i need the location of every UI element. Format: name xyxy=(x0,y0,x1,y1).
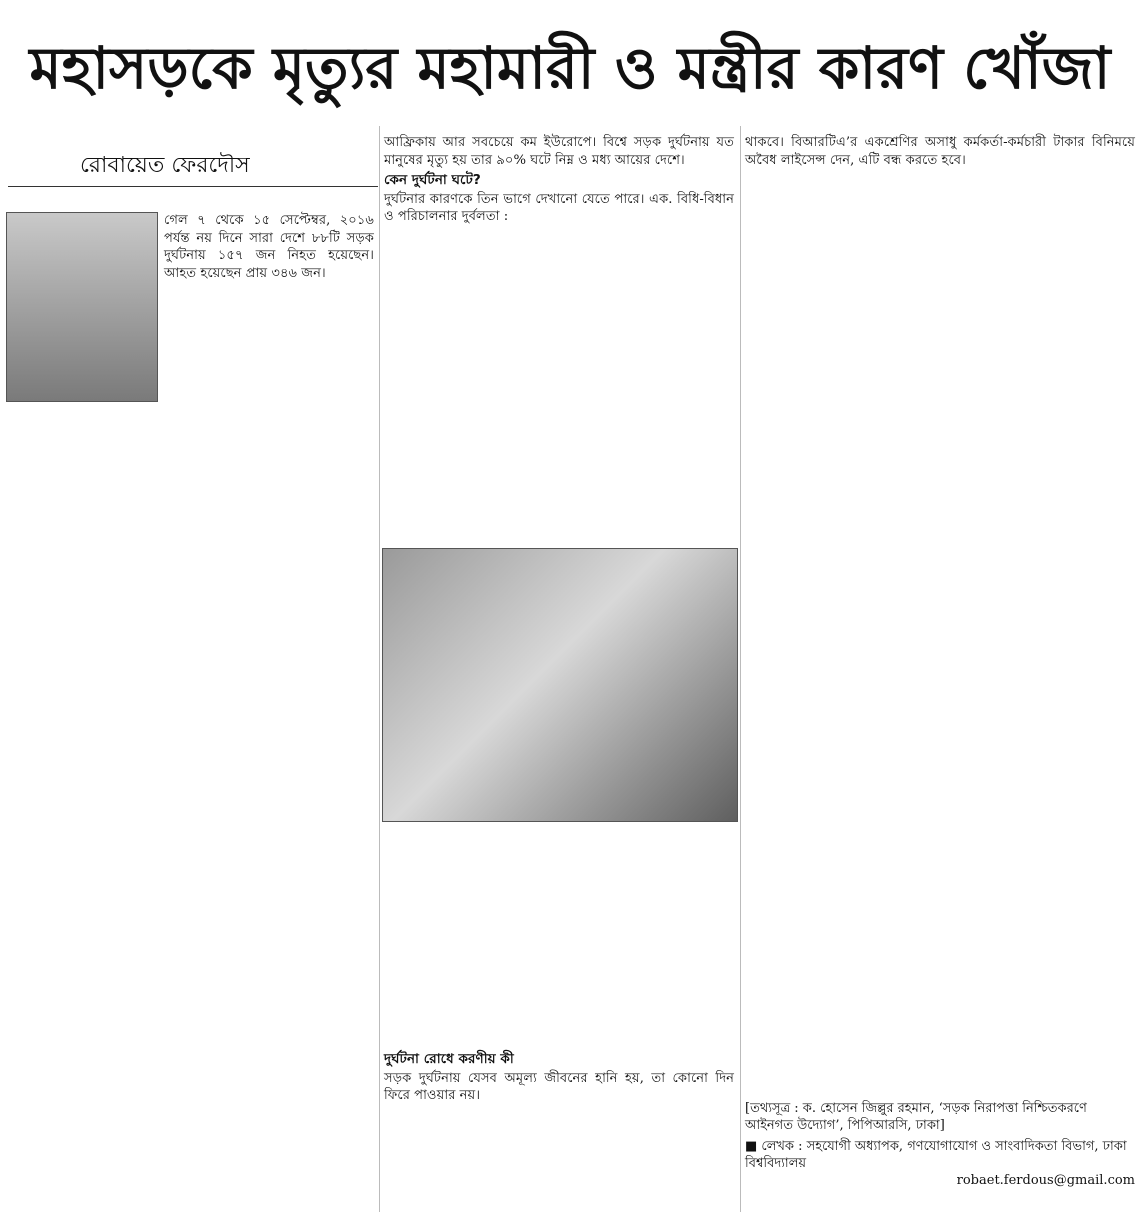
author-email: robaet.ferdous@gmail.com xyxy=(956,1173,1135,1188)
bus-accident-photo xyxy=(382,548,738,822)
byline: রোবায়েত ফেরদৌস xyxy=(80,153,250,178)
column-rule xyxy=(740,126,741,1212)
author-photo xyxy=(6,212,158,402)
source-note: [তথ্যসূত্র : ক. হোসেন জিল্লুর রহমান, ‘সড়ক নিরাপত্তা নিশ্চিতকরণে আইনগত উদ্যোগ’, পিপিআরসি, ঢাকা] xyxy=(745,1101,1087,1133)
article-paragraph: দুর্ঘটনার কারণকে তিন ভাগে দেখানো যেতে পারে। এক. বিধি-বিধান ও পরিচালনার দুর্বলতা : xyxy=(384,191,734,225)
article-paragraph: সড়ক দুর্ঘটনায় যেসব অমূল্য জীবনের হানি হয়, তা কোনো দিন ফিরে পাওয়ার নয়। xyxy=(384,1070,734,1104)
author-note: ■ লেখক : সহযোগী অধ্যাপক, গণযোগাযোগ ও সাংবাদিকতা বিভাগ, ঢাকা বিশ্ববিদ্যালয় xyxy=(745,1139,1127,1171)
column-2-lower xyxy=(384,1048,734,1105)
column-1 xyxy=(164,212,374,282)
section-heading: কেন দুর্ঘটনা ঘটে? xyxy=(384,172,481,189)
headline: মহাসড়কে মৃত্যুর মহামারী ও মন্ত্রীর কারণ খোঁজা xyxy=(29,34,1111,102)
column-2 xyxy=(384,134,734,226)
column-3 xyxy=(745,134,1135,169)
byline-rule xyxy=(8,186,378,187)
article-footer xyxy=(745,1100,1135,1189)
article-paragraph: থাকবে। বিআরটিএ’র একশ্রেণির অসাধু কর্মকর্তা-কর্মচারী টাকার বিনিময়ে অবৈধ লাইসেন্স দেন, এটি বন্ধ করতে হবে। xyxy=(745,135,1135,168)
article-paragraph: গেল ৭ থেকে ১৫ সেপ্টেম্বর, ২০১৬ পর্যন্ত নয় দিনে সারা দেশে ৮৮টি সড়ক দুর্ঘটনায় ১৫৭ জন নিহত হয়েছেন। আহত হয়েছেন প্রায় ৩৪৬ জন। xyxy=(164,213,374,281)
section-heading: দুর্ঘটনা রোধে করণীয় কী xyxy=(384,1051,514,1067)
column-rule xyxy=(379,126,380,1212)
article-paragraph: আফ্রিকায় আর সবচেয়ে কম ইউরোপে। বিশ্বে সড়ক দুর্ঘটনায় যত মানুষের মৃত্যু হয় তার ৯০% ঘটে নিম্ন ও মধ্য আয়ের দেশে। xyxy=(384,135,734,168)
